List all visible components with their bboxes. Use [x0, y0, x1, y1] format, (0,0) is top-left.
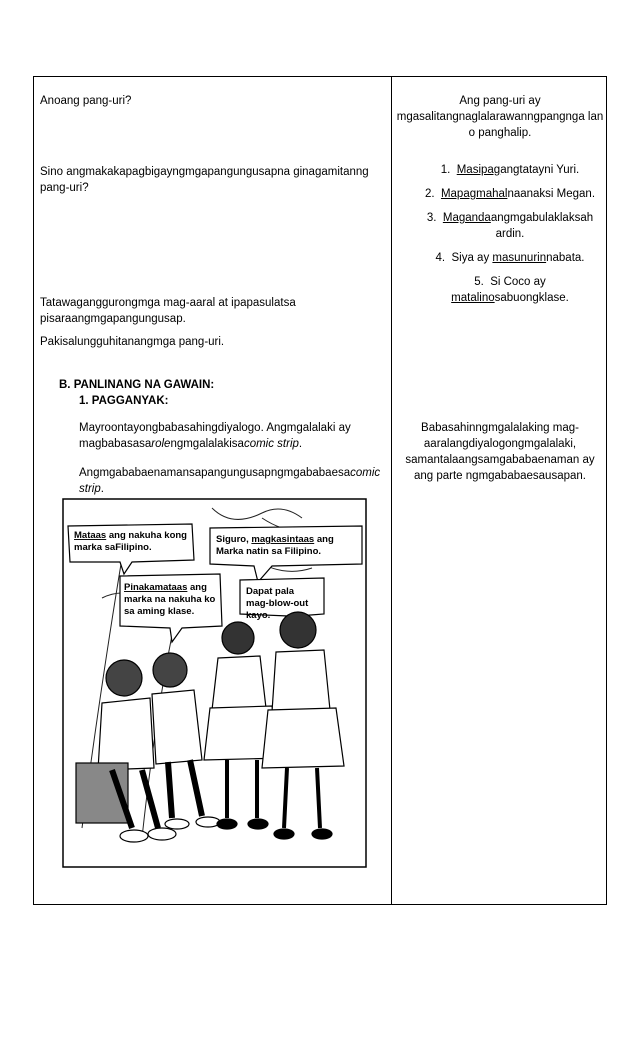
para1-end: . [298, 438, 303, 450]
paragraph-girls [79, 465, 389, 497]
underlined-adjective: Mapagmahal [440, 188, 508, 200]
instruction-write-on-board: Tatawaganggurongmga mag-aaral at ipapasulatsa pisaraangmgapangungusap. [40, 297, 296, 325]
underlined-adjective: Masipag [456, 164, 501, 176]
para1-text-a: Mayroontayongbabasahingdiyalogo. Angmgalalaki ay magbabasasa [79, 422, 351, 450]
item-rest: sabuongklase. [494, 292, 569, 304]
item-rest: nabata. [546, 252, 585, 264]
item-number: 1. [440, 164, 451, 176]
example-item [420, 274, 600, 306]
underlined-adjective: masunurin [492, 252, 547, 264]
underlined-adjective: matalino [451, 292, 495, 304]
bubble-line: Dapat pala [246, 586, 295, 597]
example-list [420, 162, 600, 314]
para1-role: role [151, 438, 171, 450]
answer-reading-instruction: Babasahinngmgalalaking mag-aaralangdiyalogongmgalalaki, samantalaangsamgababaenaman ay ang parte ngmgababaesausapan. [405, 422, 595, 482]
section-title: B. PANLINANG NA GAWAIN: [59, 379, 215, 391]
item-pre: Si Coco ay [490, 276, 546, 288]
bubble-line: mag-blow-out [246, 598, 309, 609]
bubble-line: Siguro, magkasintaas ang [216, 534, 334, 545]
section-subtitle: 1. PAGGANYAK: [79, 395, 169, 407]
column-divider [391, 76, 392, 905]
para1-comic: comic strip [243, 438, 299, 450]
instruction-underline: Pakisalungguhitanangmga pang-uri. [40, 336, 225, 348]
question-what-is-adjective: Anoang pang-uri? [40, 95, 132, 107]
example-item [420, 250, 600, 266]
bubble-underline: Pinakamataas [124, 582, 188, 593]
bubble-line: marka na nakuha ko [124, 594, 216, 605]
item-number: 2. [424, 188, 435, 200]
bubble-line: Marka natin sa Filipino. [216, 546, 322, 557]
item-rest: angmgabulaklaksah ardin. [490, 212, 594, 240]
bubble-line: Pinakamataas ang [124, 582, 207, 593]
bubble-line: marka saFilipino. [74, 542, 152, 553]
para2-text: Angmgababaenamansapangungusapngmgababaesa [79, 467, 351, 479]
example-item [420, 186, 600, 202]
comic-strip-illustration [62, 498, 367, 868]
example-item [420, 162, 600, 178]
question-who-can-give-sentences: Sino angmakakapagbigayngmgapangungusapna ginagamitanng pang-uri? [40, 166, 369, 194]
bubble-line: kayo. [246, 610, 271, 621]
paragraph-dialogue [79, 420, 389, 452]
bubble-underline: Mataas [74, 530, 107, 541]
item-number: 4. [435, 252, 446, 264]
section-heading [59, 377, 379, 409]
para1-text-b: ngmgalalakisa [170, 438, 244, 450]
example-item [420, 210, 600, 242]
para2-comic: comic strip [79, 467, 381, 495]
underlined-adjective: Maganda [442, 212, 491, 224]
bubble-line: sa aming klase. [124, 606, 195, 617]
bubble-line: Mataas ang nakuha kong [74, 530, 187, 541]
item-rest: angtatayni Yuri. [500, 164, 580, 176]
item-number: 3. [426, 212, 437, 224]
item-pre: Siya ay [451, 252, 493, 264]
item-rest: naanaksi Megan. [507, 188, 596, 200]
para2-end: . [100, 483, 104, 495]
bubble-underline: magkasintaas [251, 534, 315, 545]
item-number: 5. [474, 276, 484, 288]
svg-text:Siguro, magkasintaas angMarka [216, 534, 334, 557]
answer-definition: Ang pang-uri ay mgasalitangnaglalarawanngpangnga lan o panghalip. [396, 95, 604, 139]
